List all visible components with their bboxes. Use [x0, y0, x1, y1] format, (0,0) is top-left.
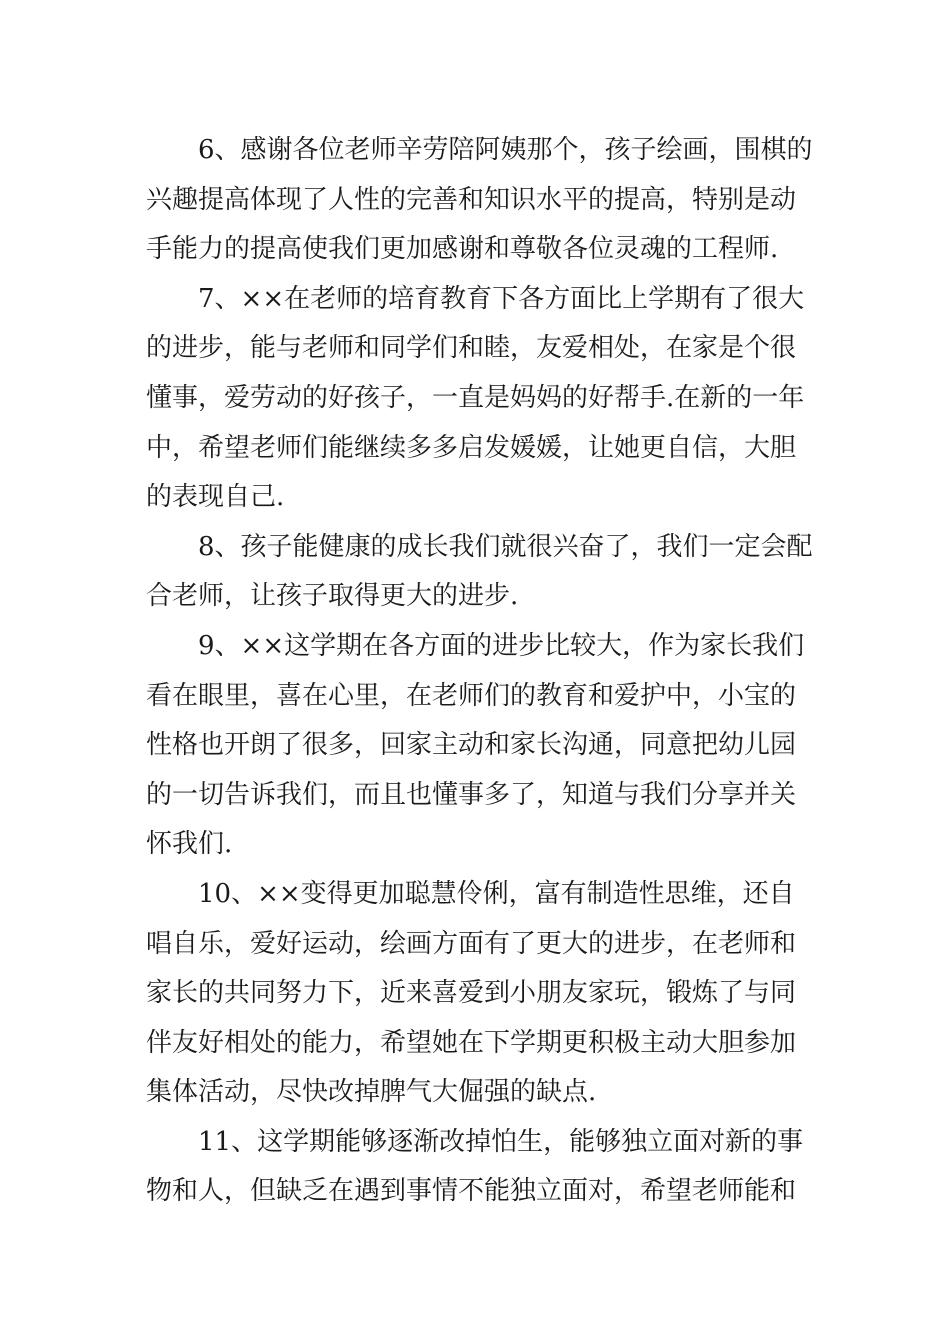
text-line: 看在眼里，喜在心里，在老师们的教育和爱护中，小宝的	[146, 680, 797, 711]
text-line: 怀我们.	[146, 829, 233, 860]
paragraph-11	[146, 1118, 806, 1217]
paragraph-6	[146, 126, 813, 275]
text-line: 9、××这学期在各方面的进步比较大，作为家长我们	[198, 630, 805, 661]
document-body	[146, 126, 813, 1217]
text-line: 中，希望老师们能继续多多启发媛媛，让她更自信，大胆	[146, 432, 797, 463]
paragraph-9	[146, 622, 806, 870]
text-line: 的一切告诉我们，而且也懂事多了，知道与我们分享并关	[146, 779, 797, 810]
text-line: 兴趣提高体现了人性的完善和知识水平的提高，特别是动	[146, 184, 797, 215]
text-line: 家长的共同努力下，近来喜爱到小朋友家玩，锻炼了与同	[146, 978, 797, 1009]
text-line: 6、感谢各位老师辛劳陪阿姨那个，孩子绘画，围棋的	[198, 135, 813, 165]
text-line: 10、××变得更加聪慧伶俐，富有制造性思维，还自	[198, 878, 795, 909]
text-line: 8、孩子能健康的成长我们就很兴奋了，我们一定会配	[198, 531, 813, 562]
text-line: 性格也开朗了很多，回家主动和家长沟通，同意把幼儿园	[146, 730, 797, 761]
text-line: 集体活动，尽快改掉脾气大倔强的缺点.	[146, 1077, 597, 1108]
text-line: 伴友好相处的能力，希望她在下学期更积极主动大胆参加	[146, 1027, 797, 1058]
text-line: 手能力的提高使我们更加感谢和尊敬各位灵魂的工程师.	[146, 234, 779, 265]
text-line: 的表现自己.	[146, 482, 285, 513]
text-line: 的进步，能与老师和同学们和睦，友爱相处，在家是个很	[146, 333, 797, 364]
text-line: 物和人，但缺乏在遇到事情不能独立面对，希望老师能和	[146, 1176, 797, 1207]
text-line: 懂事，爱劳动的好孩子，一直是妈妈的好帮手.在新的一年	[146, 382, 805, 413]
text-line: 合老师，让孩子取得更大的进步.	[146, 581, 519, 612]
text-line: 唱自乐，爱好运动，绘画方面有了更大的进步，在老师和	[146, 928, 797, 959]
paragraph-7	[146, 275, 806, 523]
paragraph-8	[146, 523, 813, 622]
text-line: 7、××在老师的培育教育下各方面比上学期有了很大	[198, 283, 805, 314]
paragraph-10	[146, 870, 806, 1118]
text-line: 11、这学期能够逐渐改掉怕生，能够独立面对新的事	[198, 1126, 804, 1157]
